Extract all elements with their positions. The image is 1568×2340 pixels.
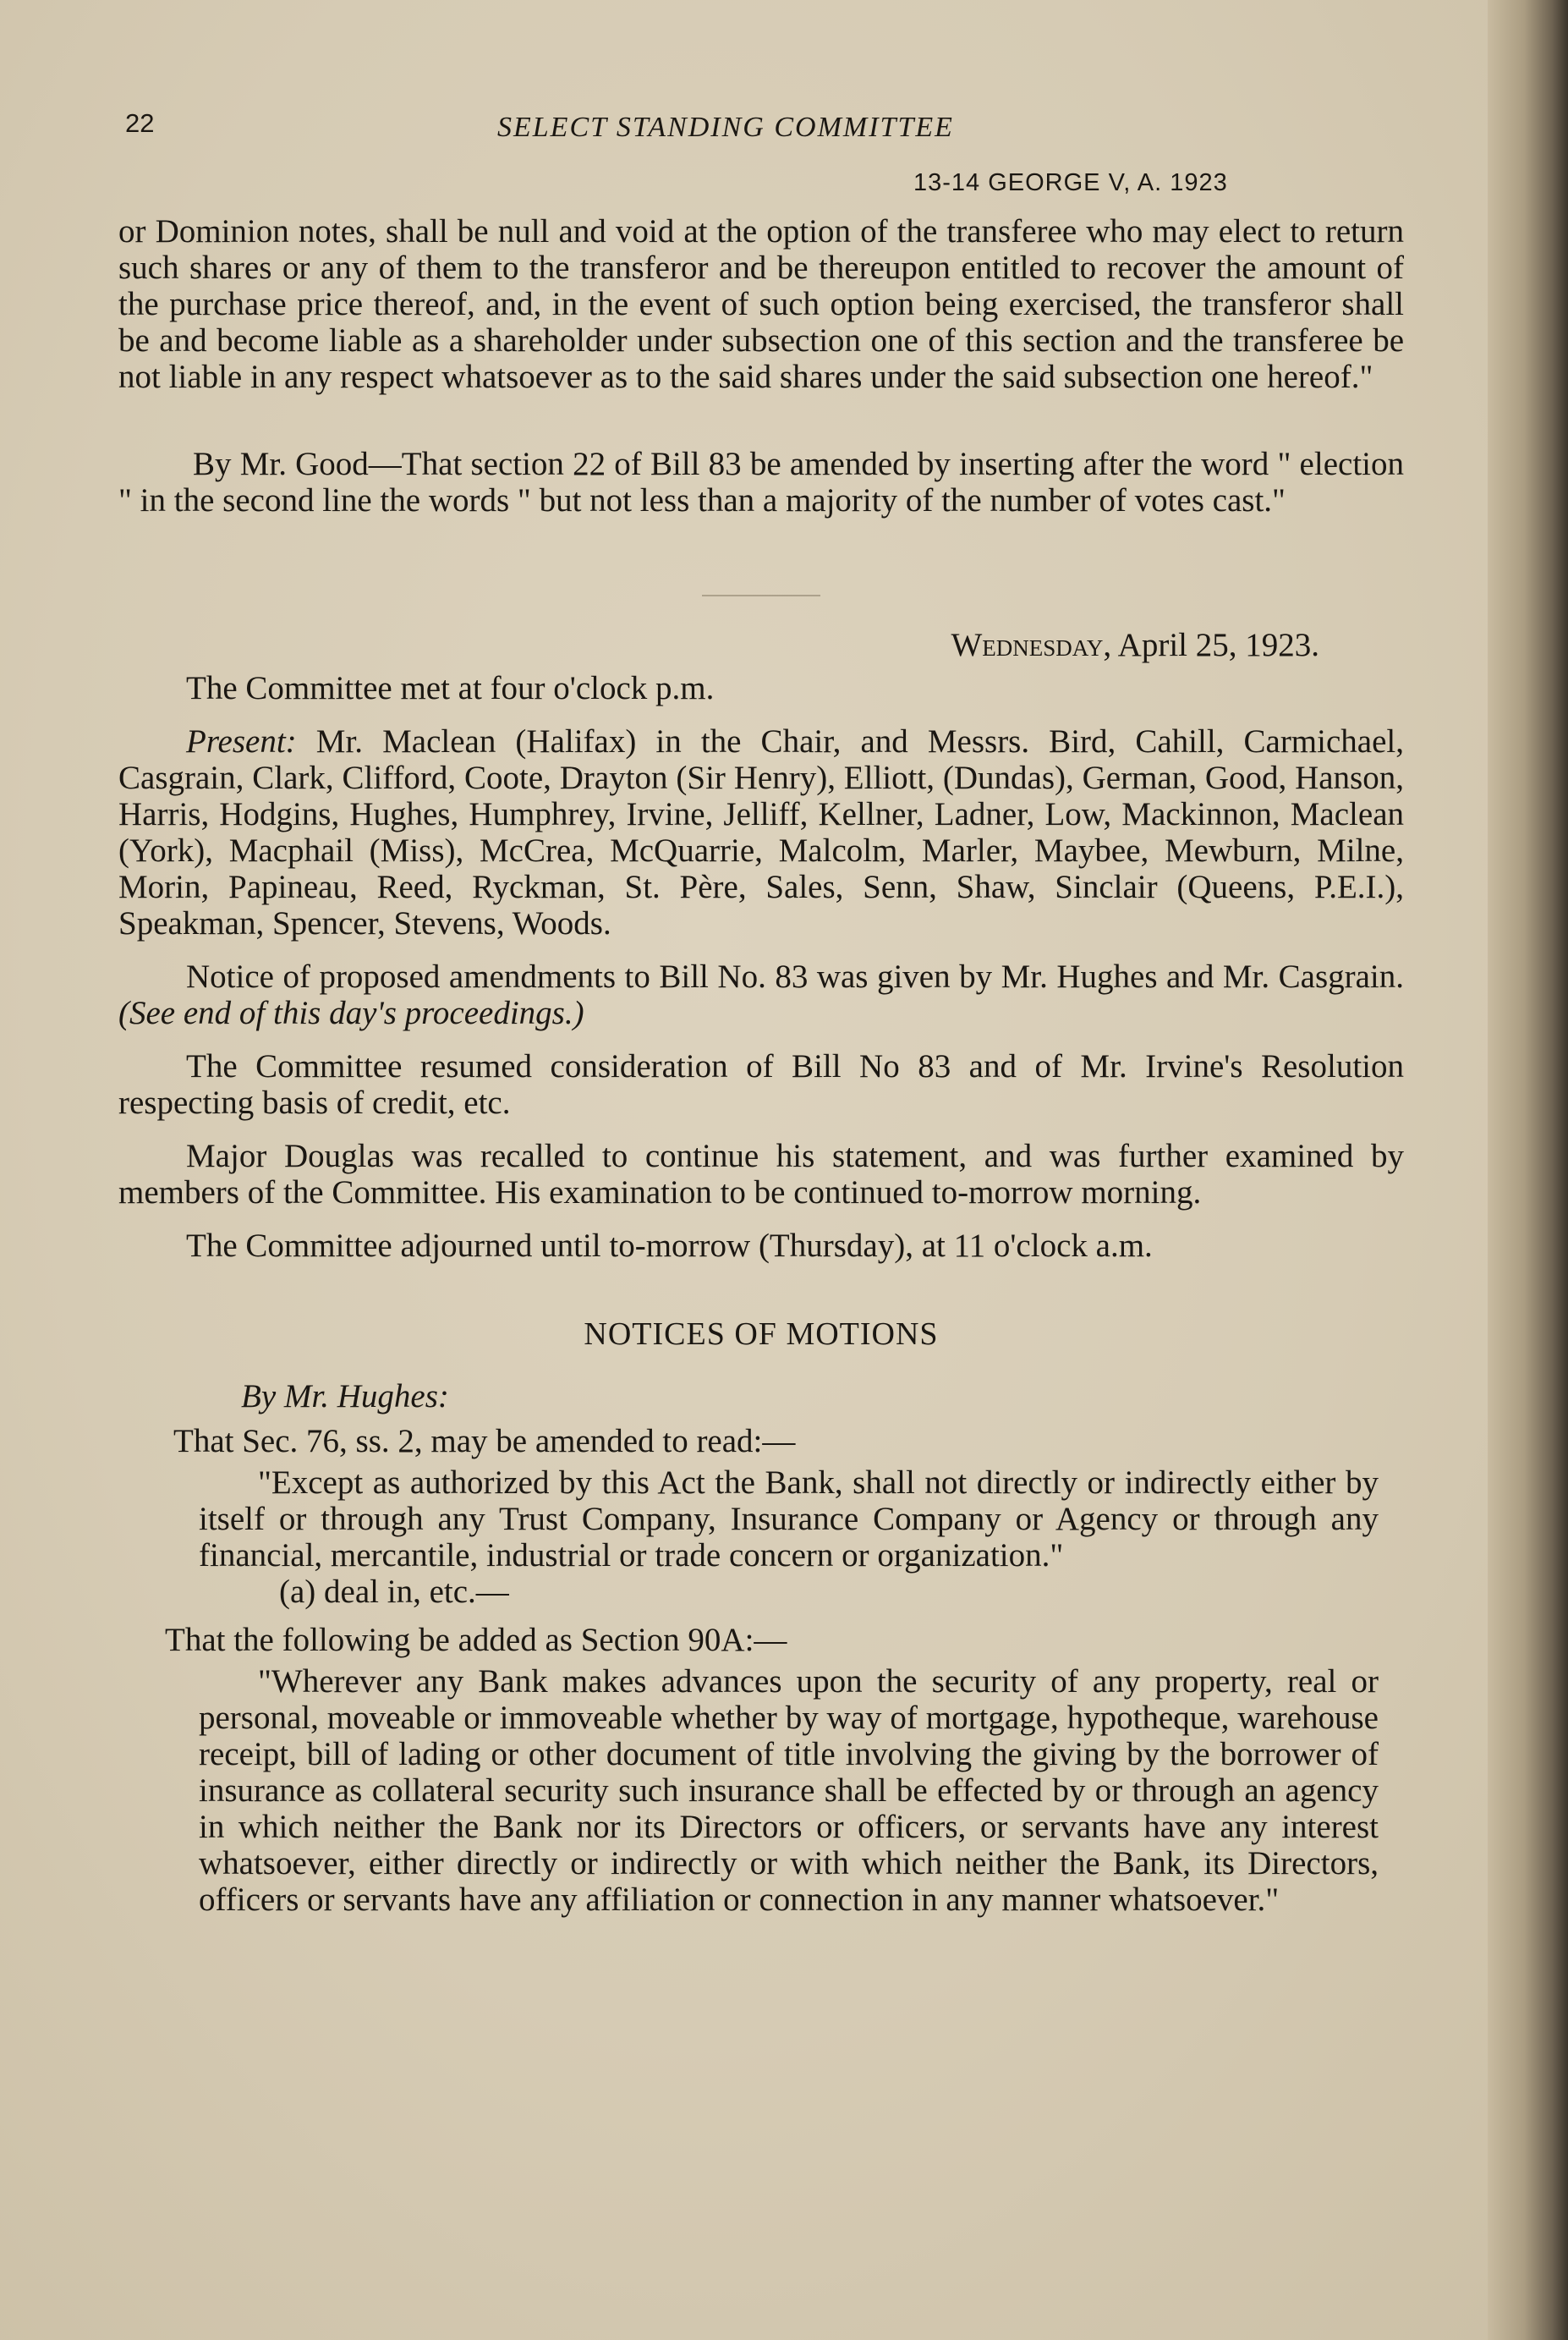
amendment-good-paragraph: By Mr. Good—That section 22 of Bill 83 be amended by inserting after the word " election " in the second line the words " but not less than a majority of the number of votes cast." bbox=[118, 446, 1404, 519]
motion-1-subitem: (a) deal in, etc.— bbox=[279, 1574, 509, 1610]
motion-1-intro: That Sec. 76, ss. 2, may be amended to read:— bbox=[173, 1423, 796, 1459]
notice-paragraph bbox=[118, 959, 1404, 1031]
book-spine-shadow bbox=[1488, 0, 1568, 2340]
notice-text: Notice of proposed amendments to Bill No. 83 was given by Mr. Hughes and Mr. Casgrain. bbox=[186, 959, 1404, 995]
resumed-paragraph: The Committee resumed consideration of Bill No 83 and of Mr. Irvine's Resolution respecting basis of credit, etc. bbox=[118, 1048, 1404, 1121]
present-label: Present: bbox=[186, 723, 297, 760]
adjourned-paragraph: The Committee adjourned until to-morrow (Thursday), at 11 o'clock a.m. bbox=[186, 1228, 1153, 1264]
meeting-weekday: Wednesday bbox=[951, 627, 1104, 663]
committee-met-paragraph: The Committee met at four o'clock p.m. bbox=[186, 670, 715, 706]
motion-1-quote: "Except as authorized by this Act the Bank, shall not directly or indirectly either by itself or through any Trust Company, Insurance Company or Agency or through any financial, mercantile, industrial or trade concern or organization." bbox=[199, 1464, 1379, 1574]
page-number: 22 bbox=[125, 108, 155, 138]
notice-reference: (See end of this day's proceedings.) bbox=[118, 995, 584, 1031]
page-body bbox=[118, 213, 1404, 1918]
running-title: SELECT STANDING COMMITTEE bbox=[497, 112, 954, 143]
meeting-date bbox=[118, 627, 1404, 663]
notices-heading: NOTICES OF MOTIONS bbox=[584, 1316, 939, 1352]
motion-2-intro: That the following be added as Section 90A:— bbox=[165, 1622, 787, 1658]
regnal-year: 13-14 GEORGE V, A. 1923 bbox=[913, 169, 1228, 196]
continuation-paragraph: or Dominion notes, shall be null and void at the option of the transferee who may elect to return such shares or any of them to the transferor and be thereupon entitled to recover the amount of the purchase price thereof, and, in the event of such option being exercised, the transferor shall be and become liable as a shareholder under subsection one of this section and the transferee be not liable in any respect whatsoever as to the said shares under the said subsection one hereof." bbox=[118, 213, 1404, 395]
page-header bbox=[125, 102, 1411, 152]
motion-2-quote: "Wherever any Bank makes advances upon the security of any property, real or personal, moveable or immoveable whether by way of mortgage, hypotheque, warehouse receipt, bill of lading or other document of title involving the giving by the borrower of insurance as collateral security such insurance shall be effected by or through an agency in which neither the Bank nor its Directors or officers, or servants have any interest whatsoever, either directly or indirectly or with which neither the Bank, its Directors, officers or servants have any affiliation or connection in any manner whatsoever." bbox=[199, 1663, 1379, 1918]
section-divider bbox=[702, 595, 820, 596]
present-members: Mr. Maclean (Halifax) in the Chair, and Messrs. Bird, Cahill, Carmichael, Casgrain, Clark, Clifford, Coote, Drayton (Sir Henry), Elliott, (Dundas), German, Good, Hanson, Harris, Hodgins, Hughes, Humphrey, Irvine, Jelliff, Kellner, Ladner, Low, Mackinnon, Maclean (York), Macphail (Miss), McCrea, McQuarrie, Malcolm, Marler, Maybee, Mewburn, Milne, Morin, Papineau, Reed, Ryckman, St. Père, Sales, Senn, Shaw, Sinclair (Queens, P.E.I.), Speakman, Spencer, Stevens, Woods. bbox=[118, 723, 1404, 942]
present-paragraph bbox=[118, 723, 1404, 942]
meeting-date-rest: , April 25, 1923. bbox=[1103, 627, 1319, 663]
douglas-paragraph: Major Douglas was recalled to continue his statement, and was further examined by members of the Committee. His examination to be continued to-morrow morning. bbox=[118, 1138, 1404, 1211]
motion-mover: By Mr. Hughes: bbox=[241, 1378, 449, 1414]
